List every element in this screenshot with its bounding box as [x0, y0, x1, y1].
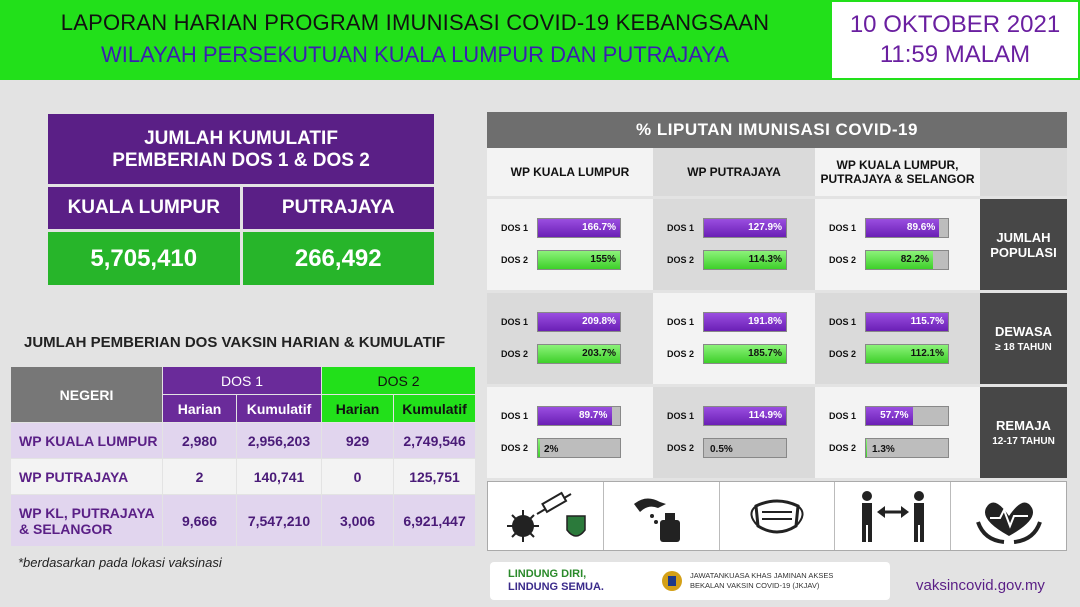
- table-row: [11, 423, 476, 459]
- coverage-cell: [815, 293, 980, 384]
- dos2-line: [501, 438, 621, 458]
- coverage-bar: [537, 344, 621, 364]
- coverage-col-kl: WP KUALA LUMPUR: [487, 148, 653, 196]
- coverage-bar: [537, 218, 621, 238]
- coverage-value: 112.1%: [910, 348, 944, 359]
- coverage-row: [487, 387, 1067, 478]
- coverage-bar: [537, 312, 621, 332]
- coverage-bar: [865, 250, 949, 270]
- dos2-line: [501, 344, 621, 364]
- coverage-bar: [537, 406, 621, 426]
- table-row: [11, 495, 476, 547]
- dos1-label: DOS 1: [829, 317, 857, 327]
- dos1-line: [829, 406, 949, 426]
- cumulative-title: JUMLAH KUMULATIF PEMBERIAN DOS 1 & DOS 2: [48, 114, 434, 184]
- social-distancing-icon: [835, 482, 951, 550]
- coverage-panel: [487, 112, 1067, 478]
- coverage-value: 209.8%: [582, 316, 616, 327]
- coverage-bar-fill: [866, 439, 867, 457]
- coverage-value: 1.3%: [872, 444, 895, 455]
- col-negeri: NEGERI: [11, 367, 163, 423]
- report-date-box: [830, 0, 1080, 80]
- coverage-bar: [537, 250, 621, 270]
- dos1-line: [667, 312, 787, 332]
- coverage-value: 89.6%: [906, 222, 936, 233]
- dos1-label: DOS 1: [667, 317, 695, 327]
- dos2-label: DOS 2: [501, 443, 529, 453]
- dos1-line: [501, 312, 621, 332]
- cell-value: 125,751: [394, 459, 476, 495]
- coverage-value: 114.3%: [748, 254, 782, 265]
- coverage-bar: [703, 312, 787, 332]
- coverage-cell: [653, 199, 815, 290]
- coverage-col-combined: WP KUALA LUMPUR, PUTRAJAYA & SELANGOR: [815, 148, 980, 196]
- vaccine-virus-icon: [488, 482, 604, 550]
- cumulative-summary: [48, 114, 434, 285]
- cell-value: 2,749,546: [394, 423, 476, 459]
- hand-sanitizer-icon: [604, 482, 720, 550]
- coverage-bar: [703, 344, 787, 364]
- coverage-bar: [865, 406, 949, 426]
- cumulative-label-kl: KUALA LUMPUR: [48, 187, 240, 229]
- dos1-line: [829, 312, 949, 332]
- cell-value: 9,666: [163, 495, 237, 547]
- coverage-value: 127.9%: [748, 222, 782, 233]
- coverage-value: 0.5%: [710, 444, 733, 455]
- dos2-line: [829, 250, 949, 270]
- slogan: LINDUNG DIRI, LINDUNG SEMUA.: [508, 568, 604, 593]
- cumulative-value-putrajaya: 266,492: [243, 232, 435, 285]
- icon-strip: [487, 481, 1067, 551]
- footnote: *berdasarkan pada lokasi vaksinasi: [18, 555, 222, 570]
- dos2-line: [501, 250, 621, 270]
- coverage-bar: [537, 438, 621, 458]
- col-dos2-kumulatif: Kumulatif: [394, 395, 476, 423]
- coverage-bar: [703, 438, 787, 458]
- coverage-row-label: JUMLAH POPULASI: [980, 199, 1067, 290]
- coverage-col-blank: [980, 148, 1067, 196]
- coverage-value: 82.2%: [900, 254, 930, 265]
- jata-negara-icon: [660, 569, 684, 593]
- coverage-title: % LIPUTAN IMUNISASI COVID-19: [487, 112, 1067, 148]
- coverage-cell: [653, 293, 815, 384]
- dos2-label: DOS 2: [829, 443, 857, 453]
- coverage-value: 166.7%: [582, 222, 616, 233]
- coverage-value: 185.7%: [748, 348, 782, 359]
- col-dos1: DOS 1: [163, 367, 322, 395]
- dos2-label: DOS 2: [501, 255, 529, 265]
- coverage-bar: [865, 218, 949, 238]
- coverage-bar-fill: [538, 439, 540, 457]
- dos2-label: DOS 2: [667, 443, 695, 453]
- cell-value: 140,741: [237, 459, 322, 495]
- org-name: JAWATANKUASA KHAS JAMINAN AKSES BEKALAN VAKSIN COVID-19 (JKJAV): [660, 569, 833, 593]
- coverage-row: [487, 199, 1067, 290]
- coverage-cell: [653, 387, 815, 478]
- coverage-row: [487, 293, 1067, 384]
- website-link[interactable]: vaksincovid.gov.my: [916, 577, 1045, 594]
- dos2-label: DOS 2: [667, 349, 695, 359]
- dos2-label: DOS 2: [829, 255, 857, 265]
- col-dos2: DOS 2: [322, 367, 476, 395]
- dos2-line: [829, 344, 949, 364]
- row-name: WP PUTRAJAYA: [11, 459, 163, 495]
- cell-value: 2: [163, 459, 237, 495]
- dos1-label: DOS 1: [501, 223, 529, 233]
- dos2-line: [667, 438, 787, 458]
- table-row: [11, 459, 476, 495]
- coverage-value: 57.7%: [880, 410, 909, 421]
- coverage-cell: [487, 293, 653, 384]
- dos1-line: [667, 406, 787, 426]
- dos2-line: [667, 250, 787, 270]
- dos1-label: DOS 1: [829, 223, 857, 233]
- coverage-value: 155%: [590, 254, 616, 265]
- dos1-label: DOS 1: [501, 317, 529, 327]
- daily-table-title: JUMLAH PEMBERIAN DOS VAKSIN HARIAN & KUMULATIF: [24, 334, 446, 351]
- slogan-banner: [490, 562, 890, 600]
- dos1-line: [501, 218, 621, 238]
- coverage-cell: [487, 199, 653, 290]
- coverage-bar: [703, 218, 787, 238]
- coverage-value: 115.7%: [910, 316, 944, 327]
- row-name: WP KUALA LUMPUR: [11, 423, 163, 459]
- coverage-bar: [865, 344, 949, 364]
- coverage-bar: [865, 438, 949, 458]
- dos1-label: DOS 1: [667, 223, 695, 233]
- coverage-bar: [703, 406, 787, 426]
- coverage-col-putrajaya: WP PUTRAJAYA: [653, 148, 815, 196]
- daily-dose-table: [10, 366, 476, 547]
- coverage-value: 2%: [544, 444, 559, 455]
- dos1-label: DOS 1: [829, 411, 857, 421]
- col-dos1-harian: Harian: [163, 395, 237, 423]
- coverage-row-label: DEWASA ≥ 18 TAHUN: [980, 293, 1067, 384]
- dos1-line: [667, 218, 787, 238]
- dos1-label: DOS 1: [667, 411, 695, 421]
- coverage-cell: [487, 387, 653, 478]
- dos1-line: [829, 218, 949, 238]
- coverage-cell: [815, 387, 980, 478]
- report-subtitle: WILAYAH PERSEKUTUAN KUALA LUMPUR DAN PUTRAJAYA: [101, 42, 729, 67]
- coverage-row-label: REMAJA 12-17 TAHUN: [980, 387, 1067, 478]
- cell-value: 6,921,447: [394, 495, 476, 547]
- report-title: LAPORAN HARIAN PROGRAM IMUNISASI COVID-19 KEBANGSAAN: [60, 10, 770, 35]
- cell-value: 3,006: [322, 495, 394, 547]
- cell-value: 0: [322, 459, 394, 495]
- report-time: 11:59 MALAM: [879, 41, 1031, 68]
- cell-value: 929: [322, 423, 394, 459]
- dos2-label: DOS 2: [829, 349, 857, 359]
- cumulative-value-kl: 5,705,410: [48, 232, 240, 285]
- face-mask-icon: [720, 482, 836, 550]
- cell-value: 7,547,210: [237, 495, 322, 547]
- report-header: [0, 0, 830, 80]
- dos1-label: DOS 1: [501, 411, 529, 421]
- cell-value: 2,980: [163, 423, 237, 459]
- row-name: WP KL, PUTRAJAYA & SELANGOR: [11, 495, 163, 547]
- dos2-label: DOS 2: [501, 349, 529, 359]
- coverage-bar: [703, 250, 787, 270]
- coverage-value: 114.9%: [748, 410, 782, 421]
- report-date: 10 OKTOBER 2021: [849, 11, 1061, 38]
- cumulative-label-putrajaya: PUTRAJAYA: [243, 187, 435, 229]
- dos2-line: [667, 344, 787, 364]
- coverage-cell: [815, 199, 980, 290]
- col-dos1-kumulatif: Kumulatif: [237, 395, 322, 423]
- coverage-bar: [865, 312, 949, 332]
- dos1-line: [501, 406, 621, 426]
- heart-care-icon: [951, 482, 1066, 550]
- dos2-line: [829, 438, 949, 458]
- coverage-value: 191.8%: [748, 316, 782, 327]
- coverage-value: 203.7%: [582, 348, 616, 359]
- dos2-label: DOS 2: [667, 255, 695, 265]
- cell-value: 2,956,203: [237, 423, 322, 459]
- col-dos2-harian: Harian: [322, 395, 394, 423]
- coverage-value: 89.7%: [579, 410, 608, 421]
